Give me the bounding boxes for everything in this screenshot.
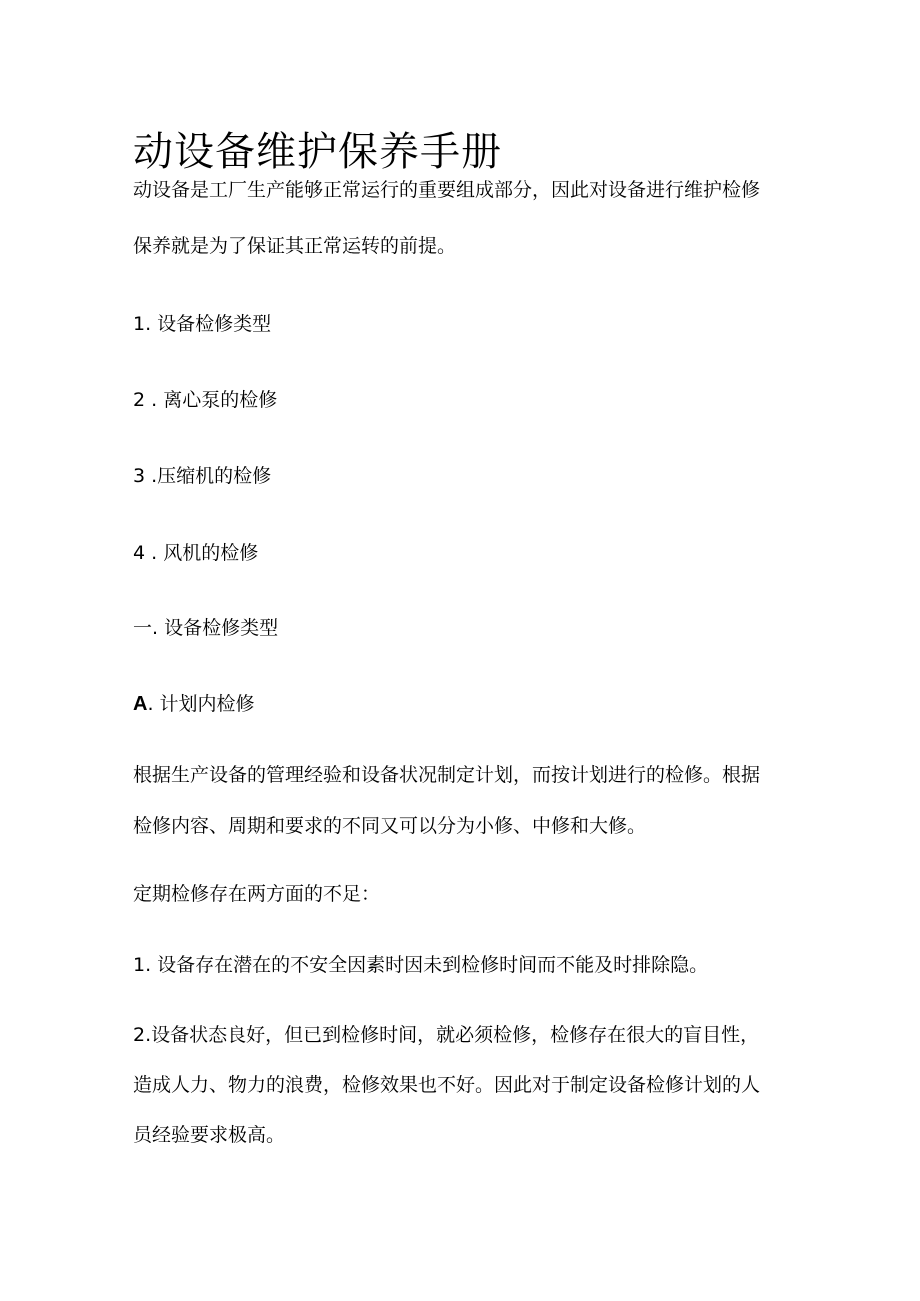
shortcoming-item-1: 1. 设备存在潜在的不安全因素时因未到检修时间而不能及时排除隐。 (133, 954, 709, 976)
subsection-letter: A (133, 693, 148, 715)
document-title: 动设备维护保养手册 (133, 129, 502, 175)
plan-line: 检修内容、周期和要求的不同又可以分为小修、中修和大修。 (133, 815, 647, 837)
shortcoming-2-line: 2.设备状态良好，但已到检修时间，就必须检修，检修存在很大的盲目性， (133, 1024, 760, 1046)
shortcomings-intro: 定期检修存在两方面的不足： (133, 883, 381, 905)
plan-paragraph (133, 760, 813, 841)
shortcoming-2-line: 员经验要求极高。 (133, 1124, 286, 1146)
intro-line: 保养就是为了保证其正常运转的前提。 (133, 235, 457, 257)
toc-item-3: 3 .压缩机的检修 (133, 465, 272, 487)
subsection-heading (133, 689, 813, 719)
subsection-text: . 计划内检修 (147, 693, 255, 715)
toc-item-1: 1. 设备检修类型 (133, 313, 272, 335)
shortcoming-2-line: 造成人力、物力的浪费，检修效果也不好。因此对于制定设备检修计划的人 (133, 1074, 761, 1096)
plan-line: 根据生产设备的管理经验和设备状况制定计划，而按计划进行的检修。根据 (133, 764, 761, 786)
intro-line: 动设备是工厂生产能够正常运行的重要组成部分，因此对设备进行维护检修 (133, 179, 761, 201)
toc-item-2: 2 . 离心泵的检修 (133, 389, 278, 411)
intro-paragraph (133, 175, 813, 261)
section-heading: 一. 设备检修类型 (133, 617, 279, 639)
toc-item-4: 4 . 风机的检修 (133, 542, 259, 564)
shortcoming-item-2 (133, 1020, 813, 1150)
